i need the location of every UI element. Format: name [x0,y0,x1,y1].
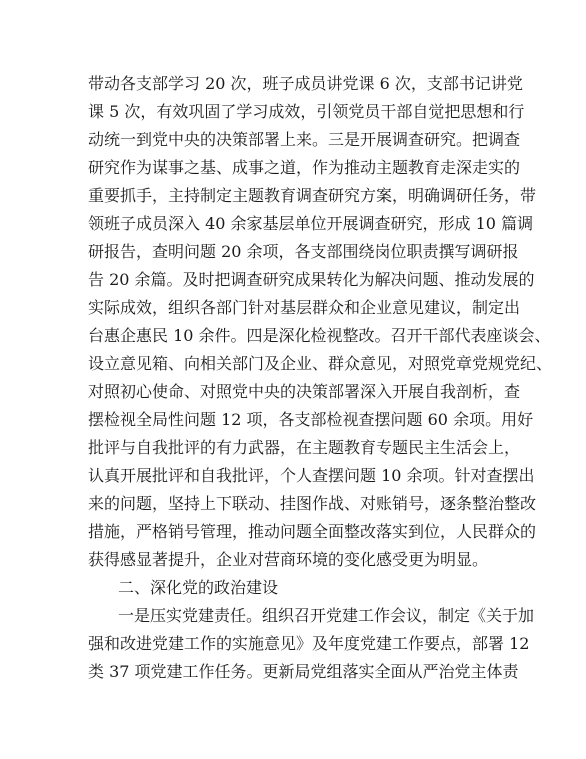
body-line-7: 研报告，查明问题 20 余项，各支部围绕岗位职责撰写调研报 [88,242,519,261]
body-line-1: 带动各支部学习 20 次，班子成员讲党课 6 次，支部书记讲党 [88,74,523,93]
body-line-18: 获得感显著提升，企业对营商环境的变化感受更为明显。 [88,550,489,569]
body-line-4: 研究作为谋事之基、成事之道，作为推动主题教育走深走实的 [88,158,521,177]
body-line-9: 实际成效，组织各部门针对基层群众和企业意见建议，制定出 [88,298,521,317]
body-line-12: 对照初心使命、对照党中央的决策部署深入开展自我剖析，查 [88,382,521,401]
body-line-16: 来的问题，坚持上下联动、挂图作战、对账销号，逐条整治整改 [88,494,537,513]
body-line-6: 领班子成员深入 40 余家基层单位开展调查研究，形成 10 篇调 [88,214,534,233]
body-line-19: 一是压实党建责任。组织召开党建工作会议，制定《关于加 [118,606,535,625]
body-line-13: 摆检视全局性问题 12 项，各支部检视查摆问题 60 余项。用好 [88,410,534,429]
body-line-14: 批评与自我批评的有力武器，在主题教育专题民主生活会上， [88,438,521,457]
section-heading: 二、深化党的政治建设 [118,578,279,597]
body-line-11: 设立意见箱、向相关部门及企业、群众意见，对照党章党规党纪、 [88,354,553,373]
body-line-3: 动统一到党中央的决策部署上来。三是开展调查研究。把调查 [88,130,521,149]
body-line-15: 认真开展批评和自我批评，个人查摆问题 10 余项。针对查摆出 [88,466,535,485]
body-line-21: 类 37 项党建工作任务。更新局党组落实全面从严治党主体责 [88,662,519,681]
body-line-10: 台惠企惠民 10 余件。四是深化检视整改。召开干部代表座谈会、 [88,326,551,345]
body-line-5: 重要抓手，主持制定主题教育调查研究方案，明确调研任务，带 [88,186,537,205]
body-line-2: 课 5 次，有效巩固了学习成效，引领党员干部自觉把思想和行 [88,102,525,121]
body-line-20: 强和改进党建工作的实施意见》及年度党建工作要点，部署 12 [88,634,530,653]
body-line-8: 告 20 余篇。及时把调查研究成果转化为解决问题、推动发展的 [88,270,535,289]
body-line-17: 措施，严格销号管理，推动问题全面整改落实到位，人民群众的 [88,522,537,541]
